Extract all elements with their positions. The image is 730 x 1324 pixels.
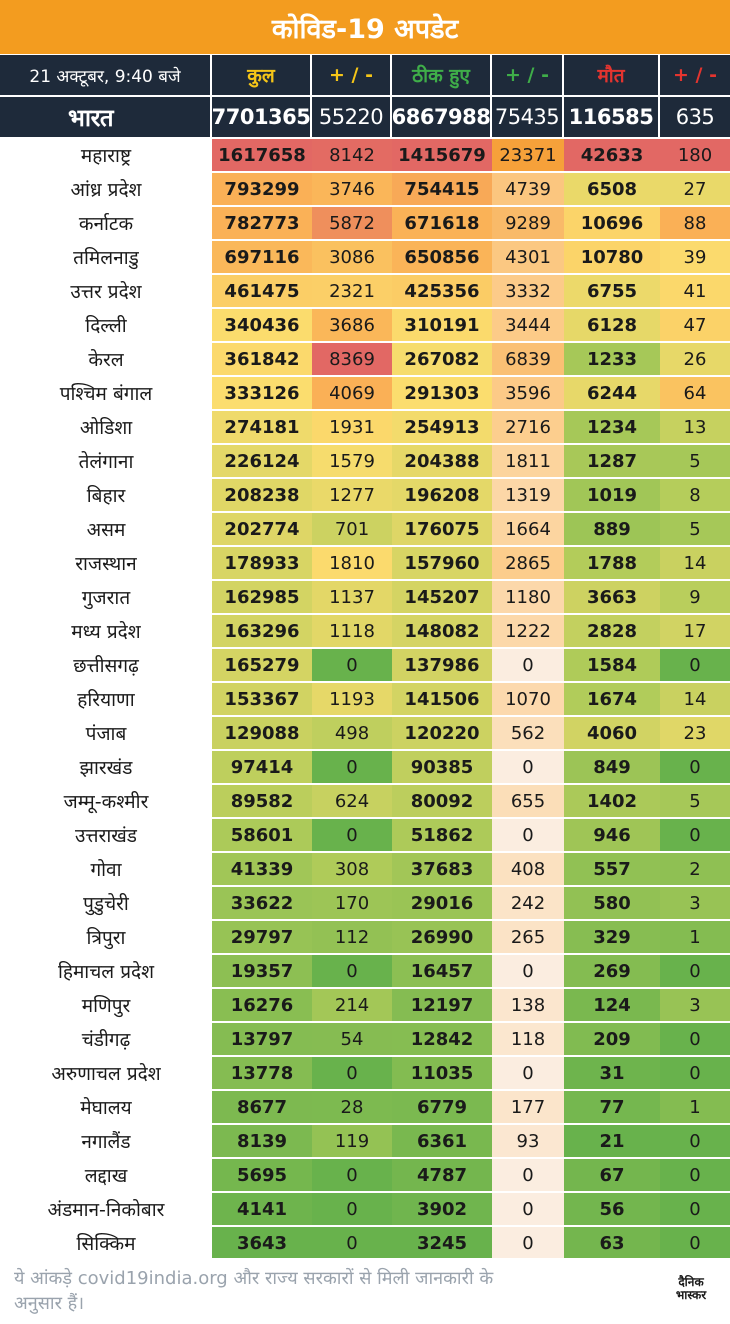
total-cases: 202774 [212, 513, 312, 545]
recovered-change: 2865 [492, 547, 564, 579]
header-total-change: + / - [312, 55, 392, 95]
table-row [0, 479, 730, 511]
total-cases: 129088 [212, 717, 312, 749]
recovered-change: 0 [492, 955, 564, 987]
recovered: 204388 [392, 445, 492, 477]
table-row [0, 445, 730, 477]
table-row [0, 309, 730, 341]
total-cases: 58601 [212, 819, 312, 851]
india-total: 7701365 [212, 97, 312, 137]
recovered-change: 0 [492, 1159, 564, 1191]
table-row [0, 1057, 730, 1089]
deaths: 1234 [564, 411, 660, 443]
table-row [0, 887, 730, 919]
total-cases: 208238 [212, 479, 312, 511]
recovered-change: 118 [492, 1023, 564, 1055]
total-change: 170 [312, 887, 392, 919]
state-name: असम [0, 513, 212, 545]
recovered: 145207 [392, 581, 492, 613]
state-name: पुडुचेरी [0, 887, 212, 919]
total-change: 1931 [312, 411, 392, 443]
deaths-change: 0 [660, 1159, 730, 1191]
total-change: 1810 [312, 547, 392, 579]
total-change: 112 [312, 921, 392, 953]
india-total-change: 55220 [312, 97, 392, 137]
recovered: 29016 [392, 887, 492, 919]
deaths-change: 41 [660, 275, 730, 307]
state-name: उत्तर प्रदेश [0, 275, 212, 307]
total-change: 4069 [312, 377, 392, 409]
deaths-change: 9 [660, 581, 730, 613]
recovered-change: 138 [492, 989, 564, 1021]
deaths: 63 [564, 1227, 660, 1259]
recovered-change: 3444 [492, 309, 564, 341]
state-name: अंडमान-निकोबार [0, 1193, 212, 1225]
total-change: 1579 [312, 445, 392, 477]
column-header [0, 55, 730, 95]
header-deaths: मौत [564, 55, 660, 95]
total-change: 119 [312, 1125, 392, 1157]
deaths-change: 180 [660, 139, 730, 171]
recovered: 176075 [392, 513, 492, 545]
recovered: 310191 [392, 309, 492, 341]
total-cases: 97414 [212, 751, 312, 783]
state-name: बिहार [0, 479, 212, 511]
table-row [0, 139, 730, 171]
table-row [0, 921, 730, 953]
state-name: तेलंगाना [0, 445, 212, 477]
state-table [0, 139, 730, 1261]
total-cases: 33622 [212, 887, 312, 919]
total-change: 0 [312, 1227, 392, 1259]
total-cases: 5695 [212, 1159, 312, 1191]
deaths-change: 0 [660, 1023, 730, 1055]
total-change: 308 [312, 853, 392, 885]
deaths: 21 [564, 1125, 660, 1157]
total-change: 2321 [312, 275, 392, 307]
total-cases: 461475 [212, 275, 312, 307]
source-note: ये आंकड़े covid19india.org और राज्य सरकारों से मिली जानकारी के अनुसार हैं। [14, 1268, 494, 1314]
total-change: 0 [312, 649, 392, 681]
state-name: मेघालय [0, 1091, 212, 1123]
deaths: 124 [564, 989, 660, 1021]
deaths-change: 3 [660, 887, 730, 919]
state-name: झारखंड [0, 751, 212, 783]
state-name: पश्चिम बंगाल [0, 377, 212, 409]
total-change: 8142 [312, 139, 392, 171]
deaths: 6755 [564, 275, 660, 307]
recovered: 754415 [392, 173, 492, 205]
deaths: 1233 [564, 343, 660, 375]
header-deaths-change: + / - [660, 55, 730, 95]
recovered-change: 0 [492, 649, 564, 681]
total-cases: 13778 [212, 1057, 312, 1089]
total-cases: 165279 [212, 649, 312, 681]
total-cases: 8139 [212, 1125, 312, 1157]
recovered-change: 93 [492, 1125, 564, 1157]
deaths-change: 0 [660, 955, 730, 987]
deaths: 2828 [564, 615, 660, 647]
table-row [0, 615, 730, 647]
total-cases: 1617658 [212, 139, 312, 171]
deaths-change: 64 [660, 377, 730, 409]
total-cases: 4141 [212, 1193, 312, 1225]
total-cases: 697116 [212, 241, 312, 273]
recovered: 137986 [392, 649, 492, 681]
total-cases: 8677 [212, 1091, 312, 1123]
recovered: 51862 [392, 819, 492, 851]
recovered: 80092 [392, 785, 492, 817]
table-row [0, 513, 730, 545]
total-cases: 226124 [212, 445, 312, 477]
deaths-change: 0 [660, 649, 730, 681]
recovered: 6779 [392, 1091, 492, 1123]
recovered-change: 2716 [492, 411, 564, 443]
recovered: 11035 [392, 1057, 492, 1089]
deaths-change: 39 [660, 241, 730, 273]
state-name: पंजाब [0, 717, 212, 749]
state-name: केरल [0, 343, 212, 375]
total-change: 1193 [312, 683, 392, 715]
total-cases: 163296 [212, 615, 312, 647]
recovered: 671618 [392, 207, 492, 239]
header-total: कुल [212, 55, 312, 95]
deaths: 77 [564, 1091, 660, 1123]
state-name: मध्य प्रदेश [0, 615, 212, 647]
table-row [0, 207, 730, 239]
total-cases: 19357 [212, 955, 312, 987]
recovered-change: 1222 [492, 615, 564, 647]
deaths-change: 0 [660, 1227, 730, 1259]
total-change: 498 [312, 717, 392, 749]
recovered: 254913 [392, 411, 492, 443]
header-recovered-change: + / - [492, 55, 564, 95]
total-change: 1277 [312, 479, 392, 511]
state-name: हरियाणा [0, 683, 212, 715]
total-cases: 793299 [212, 173, 312, 205]
recovered: 141506 [392, 683, 492, 715]
recovered-change: 0 [492, 819, 564, 851]
deaths: 1584 [564, 649, 660, 681]
total-change: 214 [312, 989, 392, 1021]
deaths: 42633 [564, 139, 660, 171]
total-cases: 41339 [212, 853, 312, 885]
state-name: मणिपुर [0, 989, 212, 1021]
state-name: गुजरात [0, 581, 212, 613]
total-change: 54 [312, 1023, 392, 1055]
total-cases: 13797 [212, 1023, 312, 1055]
recovered-change: 0 [492, 751, 564, 783]
state-name: हिमाचल प्रदेश [0, 955, 212, 987]
deaths: 4060 [564, 717, 660, 749]
table-row [0, 1159, 730, 1191]
table-row [0, 377, 730, 409]
deaths: 580 [564, 887, 660, 919]
deaths: 6244 [564, 377, 660, 409]
table-row [0, 173, 730, 205]
total-cases: 340436 [212, 309, 312, 341]
table-row [0, 1193, 730, 1225]
recovered-change: 242 [492, 887, 564, 919]
total-change: 701 [312, 513, 392, 545]
recovered-change: 4739 [492, 173, 564, 205]
total-cases: 29797 [212, 921, 312, 953]
recovered: 267082 [392, 343, 492, 375]
table-row [0, 751, 730, 783]
deaths-change: 14 [660, 683, 730, 715]
table-row [0, 547, 730, 579]
total-change: 0 [312, 1193, 392, 1225]
recovered: 26990 [392, 921, 492, 953]
header-recovered: ठीक हुए [392, 55, 492, 95]
recovered-change: 0 [492, 1193, 564, 1225]
india-deaths-change: 635 [675, 105, 715, 129]
state-name: महाराष्ट्र [0, 139, 212, 171]
table-row [0, 343, 730, 375]
table-row [0, 785, 730, 817]
state-name: त्रिपुरा [0, 921, 212, 953]
recovered-change: 1664 [492, 513, 564, 545]
total-change: 1137 [312, 581, 392, 613]
recovered-change: 0 [492, 1227, 564, 1259]
india-total-row [0, 97, 730, 137]
deaths: 946 [564, 819, 660, 851]
deaths: 1674 [564, 683, 660, 715]
state-name: उत्तराखंड [0, 819, 212, 851]
table-row [0, 853, 730, 885]
total-change: 0 [312, 819, 392, 851]
table-row [0, 1023, 730, 1055]
total-change: 0 [312, 955, 392, 987]
total-cases: 178933 [212, 547, 312, 579]
total-change: 3686 [312, 309, 392, 341]
deaths: 269 [564, 955, 660, 987]
total-change: 3086 [312, 241, 392, 273]
deaths: 329 [564, 921, 660, 953]
deaths-change: 0 [660, 1125, 730, 1157]
deaths: 6128 [564, 309, 660, 341]
recovered: 4787 [392, 1159, 492, 1191]
deaths-change: 17 [660, 615, 730, 647]
deaths: 3663 [564, 581, 660, 613]
deaths-change: 1 [660, 1091, 730, 1123]
deaths-change: 0 [660, 1057, 730, 1089]
india-name: भारत [0, 97, 212, 137]
deaths-change: 5 [660, 445, 730, 477]
table-row [0, 649, 730, 681]
logo-line-2: भास्कर [675, 1288, 707, 1302]
recovered-change: 4301 [492, 241, 564, 273]
state-name: नगालैंड [0, 1125, 212, 1157]
recovered: 12842 [392, 1023, 492, 1055]
state-name: राजस्थान [0, 547, 212, 579]
total-change: 0 [312, 751, 392, 783]
table-row [0, 1227, 730, 1259]
deaths-change: 8 [660, 479, 730, 511]
recovered-change: 23371 [492, 139, 564, 171]
recovered: 196208 [392, 479, 492, 511]
deaths-change: 3 [660, 989, 730, 1021]
total-cases: 274181 [212, 411, 312, 443]
total-change: 5872 [312, 207, 392, 239]
recovered-change: 0 [492, 1057, 564, 1089]
total-change: 8369 [312, 343, 392, 375]
deaths: 209 [564, 1023, 660, 1055]
deaths-change: 5 [660, 785, 730, 817]
total-cases: 3643 [212, 1227, 312, 1259]
recovered-change: 1180 [492, 581, 564, 613]
recovered: 120220 [392, 717, 492, 749]
state-name: कर्नाटक [0, 207, 212, 239]
table-row [0, 717, 730, 749]
deaths: 56 [564, 1193, 660, 1225]
recovered-change: 265 [492, 921, 564, 953]
recovered-change: 9289 [492, 207, 564, 239]
state-name: दिल्ली [0, 309, 212, 341]
recovered: 425356 [392, 275, 492, 307]
total-cases: 16276 [212, 989, 312, 1021]
deaths: 1402 [564, 785, 660, 817]
total-change: 624 [312, 785, 392, 817]
state-name: जम्मू-कश्मीर [0, 785, 212, 817]
state-name: लद्दाख [0, 1159, 212, 1191]
recovered: 12197 [392, 989, 492, 1021]
deaths-change: 13 [660, 411, 730, 443]
recovered-change: 6839 [492, 343, 564, 375]
title-bar [0, 0, 730, 54]
table-row [0, 275, 730, 307]
total-change: 3746 [312, 173, 392, 205]
deaths: 6508 [564, 173, 660, 205]
recovered-change: 3596 [492, 377, 564, 409]
table-row [0, 581, 730, 613]
state-name: अरुणाचल प्रदेश [0, 1057, 212, 1089]
deaths: 889 [564, 513, 660, 545]
total-cases: 89582 [212, 785, 312, 817]
deaths-change: 5 [660, 513, 730, 545]
recovered-change: 1811 [492, 445, 564, 477]
deaths: 1019 [564, 479, 660, 511]
table-row [0, 411, 730, 443]
recovered: 90385 [392, 751, 492, 783]
recovered: 291303 [392, 377, 492, 409]
deaths: 10696 [564, 207, 660, 239]
deaths-change: 1 [660, 921, 730, 953]
deaths-change: 23 [660, 717, 730, 749]
total-change: 28 [312, 1091, 392, 1123]
recovered-change: 562 [492, 717, 564, 749]
india-deaths: 116585 [564, 97, 660, 137]
page-title: कोविड-19 अपडेट [271, 13, 459, 45]
recovered: 6361 [392, 1125, 492, 1157]
deaths-change: 27 [660, 173, 730, 205]
total-cases: 782773 [212, 207, 312, 239]
table-row [0, 241, 730, 273]
recovered: 148082 [392, 615, 492, 647]
state-name: चंडीगढ़ [0, 1023, 212, 1055]
recovered-change: 1319 [492, 479, 564, 511]
recovered: 3245 [392, 1227, 492, 1259]
total-change: 0 [312, 1159, 392, 1191]
table-row [0, 819, 730, 851]
total-cases: 153367 [212, 683, 312, 715]
deaths-change: 0 [660, 751, 730, 783]
total-cases: 361842 [212, 343, 312, 375]
state-name: आंध्र प्रदेश [0, 173, 212, 205]
india-recovered: 6867988 [392, 97, 492, 137]
state-name: ओडिशा [0, 411, 212, 443]
recovered-change: 1070 [492, 683, 564, 715]
total-cases: 333126 [212, 377, 312, 409]
recovered-change: 408 [492, 853, 564, 885]
recovered: 3902 [392, 1193, 492, 1225]
deaths: 557 [564, 853, 660, 885]
footer [0, 1258, 730, 1324]
total-cases: 162985 [212, 581, 312, 613]
table-row [0, 1125, 730, 1157]
deaths: 1788 [564, 547, 660, 579]
india-recovered-change: 75435 [492, 97, 564, 137]
recovered: 1415679 [392, 139, 492, 171]
recovered-change: 177 [492, 1091, 564, 1123]
state-name: तमिलनाडु [0, 241, 212, 273]
deaths: 31 [564, 1057, 660, 1089]
table-row [0, 683, 730, 715]
table-row [0, 989, 730, 1021]
deaths: 10780 [564, 241, 660, 273]
total-change: 0 [312, 1057, 392, 1089]
recovered: 37683 [392, 853, 492, 885]
update-date: 21 अक्टूबर, 9:40 बजे [0, 55, 212, 95]
total-change: 1118 [312, 615, 392, 647]
deaths: 67 [564, 1159, 660, 1191]
recovered-change: 3332 [492, 275, 564, 307]
deaths-change: 0 [660, 819, 730, 851]
state-name: छत्तीसगढ़ [0, 649, 212, 681]
recovered: 157960 [392, 547, 492, 579]
table-row [0, 955, 730, 987]
logo-line-1: दैनिक [678, 1275, 704, 1289]
recovered: 650856 [392, 241, 492, 273]
table-row [0, 1091, 730, 1123]
deaths: 1287 [564, 445, 660, 477]
recovered: 16457 [392, 955, 492, 987]
deaths-change: 2 [660, 853, 730, 885]
state-name: सिक्किम [0, 1227, 212, 1259]
deaths-change: 0 [660, 1193, 730, 1225]
recovered-change: 655 [492, 785, 564, 817]
state-name: गोवा [0, 853, 212, 885]
deaths-change: 14 [660, 547, 730, 579]
deaths: 849 [564, 751, 660, 783]
dainik-bhaskar-logo [664, 1276, 718, 1316]
deaths-change: 88 [660, 207, 730, 239]
deaths-change: 26 [660, 343, 730, 375]
deaths-change: 47 [660, 309, 730, 341]
